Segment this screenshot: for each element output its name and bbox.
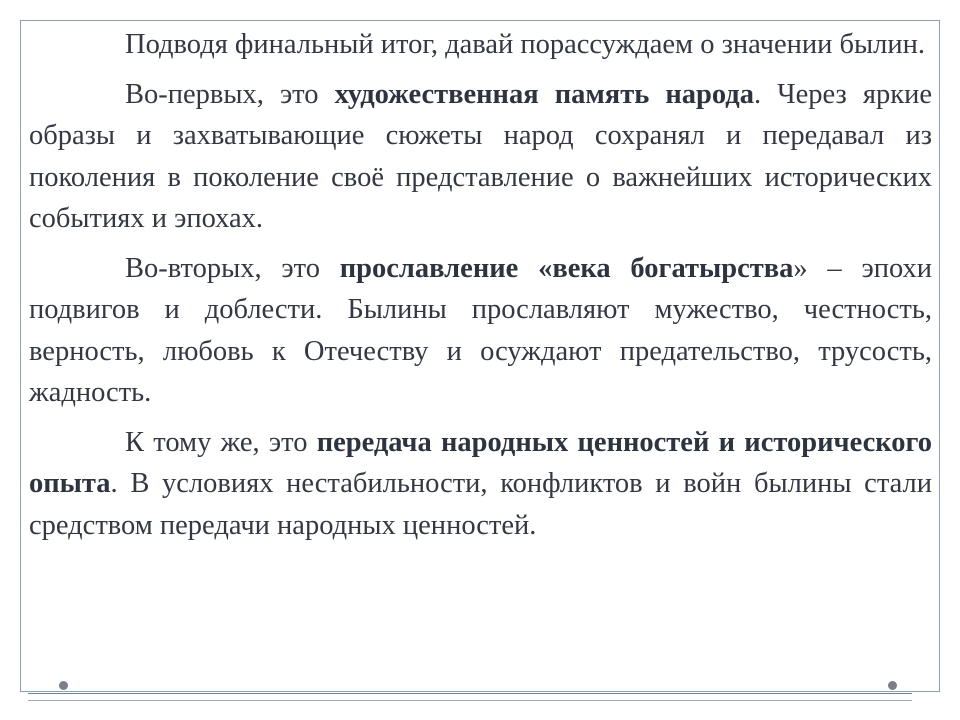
bullet-dot-left <box>59 681 68 690</box>
paragraph-3-lead: Во-вторых, это <box>125 252 340 284</box>
paragraph-1 <box>29 24 932 66</box>
paragraph-3 <box>29 248 932 414</box>
text-content <box>29 24 932 546</box>
bullet-dot-right <box>888 681 897 690</box>
paragraph-3-emphasis: прославление «века богатырства <box>339 252 794 284</box>
paragraph-4-body: . В условиях нестабильности, конфликтов и войн былины стали средством передачи народных ценностей. <box>29 468 932 541</box>
paragraph-2-lead: Во-первых, это <box>125 78 335 110</box>
paragraph-2-body: . Через яркие образы и захватывающие сюжеты народ сохранял и передавал из поколения в поколение своё представление о важнейших исторических событиях и эпохах. <box>29 78 932 234</box>
bottom-rule-top <box>28 693 912 694</box>
paragraph-4-lead: К тому же, это <box>125 426 317 458</box>
paragraph-3-body: » – эпохи подвигов и доблести. Былины прославляют мужество, честность, верность, любовь к Отечеству и осуждают предательство, трусость, жадность. <box>29 252 932 408</box>
paragraph-4-emphasis: передача народных ценностей и исторического опыта <box>29 426 932 499</box>
paragraph-2 <box>29 74 932 240</box>
bottom-rule-bottom <box>28 700 912 701</box>
paragraph-4 <box>29 422 932 547</box>
paragraph-1-text: Подводя финальный итог, давай порассуждаем о значении былин. <box>125 29 925 60</box>
paragraph-2-emphasis: художественная память народа <box>334 78 754 110</box>
